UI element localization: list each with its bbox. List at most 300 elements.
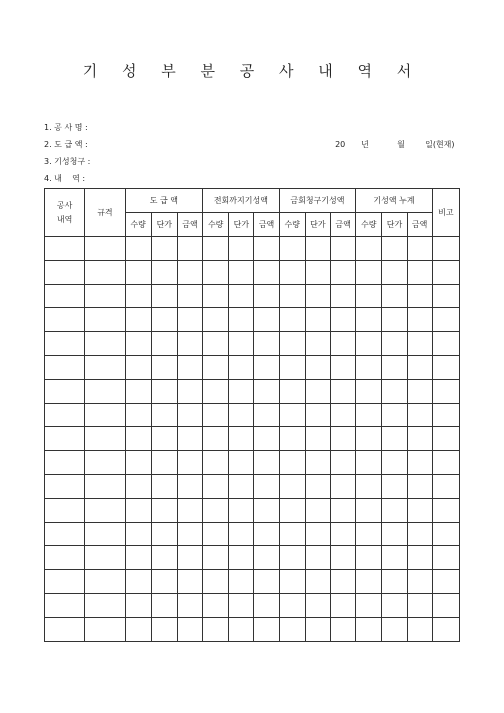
date-line: [330, 119, 455, 153]
table-cell: [85, 403, 125, 427]
table-cell: [382, 332, 407, 356]
table-cell: [254, 546, 279, 570]
table-cell: [407, 332, 432, 356]
table-row: [45, 260, 460, 284]
table-cell: [229, 617, 254, 641]
table-cell: [305, 284, 330, 308]
header-spec: 규격: [85, 189, 125, 237]
table-cell: [203, 332, 229, 356]
table-cell: [432, 260, 459, 284]
table-cell: [229, 260, 254, 284]
table-cell: [254, 522, 279, 546]
table-cell: [254, 308, 279, 332]
table-cell: [432, 332, 459, 356]
table-cell: [229, 427, 254, 451]
table-cell: [331, 593, 356, 617]
table-cell: [85, 522, 125, 546]
table-cell: [125, 522, 151, 546]
table-cell: [85, 355, 125, 379]
table-cell: [279, 308, 305, 332]
table-cell: [382, 617, 407, 641]
table-cell: [305, 237, 330, 261]
table-cell: [407, 403, 432, 427]
table-cell: [432, 355, 459, 379]
table-cell: [229, 308, 254, 332]
table-cell: [331, 474, 356, 498]
header-cumulative: 기성액 누계: [356, 189, 433, 213]
table-cell: [229, 498, 254, 522]
table-cell: [125, 284, 151, 308]
table-cell: [45, 522, 85, 546]
table-cell: [177, 284, 202, 308]
table-cell: [151, 332, 177, 356]
table-cell: [432, 522, 459, 546]
table-cell: [125, 498, 151, 522]
table-cell: [254, 593, 279, 617]
table-cell: [432, 498, 459, 522]
table-cell: [151, 498, 177, 522]
table-cell: [125, 593, 151, 617]
table-cell: [356, 403, 382, 427]
date-month-unit: 월: [397, 140, 405, 149]
table-cell: [151, 237, 177, 261]
table-cell: [151, 570, 177, 594]
table-cell: [254, 284, 279, 308]
subheader-qty: 수량: [279, 213, 305, 237]
table-cell: [382, 260, 407, 284]
header-work-item-line2: 내역: [56, 214, 73, 224]
table-cell: [356, 237, 382, 261]
table-cell: [356, 379, 382, 403]
table-cell: [356, 546, 382, 570]
subheader-unit-price: 단가: [229, 213, 254, 237]
table-cell: [203, 308, 229, 332]
header-current: 금회청구기성액: [279, 189, 356, 213]
table-cell: [279, 355, 305, 379]
table-cell: [229, 522, 254, 546]
table-cell: [382, 308, 407, 332]
table-cell: [177, 522, 202, 546]
table-cell: [85, 498, 125, 522]
table-cell: [382, 427, 407, 451]
table-cell: [254, 237, 279, 261]
subheader-amount: 금액: [254, 213, 279, 237]
table-cell: [331, 403, 356, 427]
table-cell: [125, 570, 151, 594]
table-cell: [432, 284, 459, 308]
table-cell: [151, 260, 177, 284]
table-cell: [279, 260, 305, 284]
table-cell: [85, 427, 125, 451]
header-work-item-line1: 공사: [56, 200, 73, 210]
table-cell: [85, 570, 125, 594]
table-cell: [382, 570, 407, 594]
table-cell: [203, 474, 229, 498]
table-cell: [407, 451, 432, 475]
table-cell: [151, 617, 177, 641]
table-cell: [203, 237, 229, 261]
date-day-unit: 일(현재): [425, 140, 455, 149]
table-cell: [279, 451, 305, 475]
table-cell: [229, 284, 254, 308]
table-cell: [177, 498, 202, 522]
table-cell: [254, 474, 279, 498]
table-cell: [305, 332, 330, 356]
table-cell: [177, 260, 202, 284]
table-cell: [85, 332, 125, 356]
table-row: [45, 593, 460, 617]
table-cell: [203, 570, 229, 594]
table-cell: [151, 593, 177, 617]
table-row: [45, 332, 460, 356]
table-cell: [85, 617, 125, 641]
table-cell: [356, 355, 382, 379]
table-cell: [229, 237, 254, 261]
field-progress-claim: 3. 기성청구 :: [44, 157, 91, 166]
table-cell: [279, 474, 305, 498]
table-cell: [85, 284, 125, 308]
table-cell: [203, 355, 229, 379]
date-year-unit: 년: [361, 140, 369, 149]
table-cell: [203, 403, 229, 427]
table-cell: [432, 308, 459, 332]
table-cell: [407, 617, 432, 641]
table-cell: [331, 546, 356, 570]
table-cell: [331, 237, 356, 261]
table-cell: [432, 427, 459, 451]
table-cell: [382, 498, 407, 522]
table-cell: [279, 332, 305, 356]
table-cell: [331, 379, 356, 403]
date-year: 20: [335, 140, 346, 149]
table-cell: [356, 332, 382, 356]
table-row: [45, 617, 460, 641]
table-cell: [45, 379, 85, 403]
table-cell: [305, 546, 330, 570]
table-cell: [356, 617, 382, 641]
table-cell: [85, 260, 125, 284]
table-cell: [45, 617, 85, 641]
table-cell: [331, 570, 356, 594]
table-cell: [331, 260, 356, 284]
table-row: [45, 570, 460, 594]
table-cell: [177, 451, 202, 475]
table-cell: [305, 308, 330, 332]
table-row: [45, 427, 460, 451]
table-cell: [254, 617, 279, 641]
table-cell: [177, 570, 202, 594]
table-cell: [305, 522, 330, 546]
table-cell: [356, 474, 382, 498]
table-cell: [125, 260, 151, 284]
header-remarks: 비고: [432, 189, 459, 237]
table-cell: [432, 617, 459, 641]
table-cell: [305, 451, 330, 475]
table-cell: [151, 308, 177, 332]
table-cell: [382, 593, 407, 617]
table-cell: [382, 379, 407, 403]
table-cell: [382, 355, 407, 379]
table-cell: [432, 593, 459, 617]
table-cell: [177, 617, 202, 641]
table-cell: [382, 522, 407, 546]
table-cell: [305, 427, 330, 451]
table-cell: [125, 237, 151, 261]
table-cell: [45, 403, 85, 427]
table-cell: [331, 427, 356, 451]
table-cell: [45, 498, 85, 522]
table-cell: [356, 498, 382, 522]
table-cell: [45, 284, 85, 308]
table-cell: [331, 308, 356, 332]
table-cell: [85, 308, 125, 332]
table-cell: [432, 451, 459, 475]
table-cell: [151, 379, 177, 403]
table-cell: [229, 451, 254, 475]
table-cell: [382, 474, 407, 498]
table-row: [45, 379, 460, 403]
table-cell: [356, 427, 382, 451]
table-cell: [305, 260, 330, 284]
table-cell: [279, 284, 305, 308]
header-contract: 도 급 액: [125, 189, 203, 213]
table-cell: [407, 237, 432, 261]
table-cell: [85, 379, 125, 403]
table-cell: [279, 617, 305, 641]
table-cell: [382, 451, 407, 475]
table-cell: [331, 284, 356, 308]
header-previous: 전회까지기성액: [203, 189, 280, 213]
table-cell: [177, 237, 202, 261]
table-cell: [432, 237, 459, 261]
table-cell: [45, 474, 85, 498]
table-cell: [407, 355, 432, 379]
table-cell: [382, 403, 407, 427]
table-cell: [305, 570, 330, 594]
table-row: [45, 474, 460, 498]
table-cell: [177, 403, 202, 427]
table-cell: [229, 403, 254, 427]
table-cell: [177, 427, 202, 451]
table-cell: [229, 474, 254, 498]
table-cell: [151, 451, 177, 475]
table-cell: [203, 522, 229, 546]
field-details: 4. 내 역 :: [44, 174, 86, 183]
page-title: 기 성 부 분 공 사 내 역 서: [82, 62, 422, 80]
table-cell: [254, 451, 279, 475]
table-cell: [203, 260, 229, 284]
table-cell: [279, 593, 305, 617]
table-cell: [45, 451, 85, 475]
table-cell: [125, 546, 151, 570]
table-row: [45, 522, 460, 546]
table-cell: [151, 403, 177, 427]
info-fields: [44, 119, 90, 187]
table-cell: [407, 570, 432, 594]
table-cell: [177, 379, 202, 403]
table-cell: [203, 284, 229, 308]
table-cell: [356, 308, 382, 332]
table-row: [45, 498, 460, 522]
table-cell: [151, 474, 177, 498]
table-cell: [45, 593, 85, 617]
table-cell: [279, 403, 305, 427]
subheader-amount: 금액: [331, 213, 356, 237]
table-row: [45, 546, 460, 570]
table-cell: [45, 260, 85, 284]
table-cell: [229, 593, 254, 617]
table-cell: [177, 593, 202, 617]
table-cell: [279, 498, 305, 522]
table-cell: [331, 498, 356, 522]
table-cell: [203, 617, 229, 641]
table-cell: [177, 474, 202, 498]
table-cell: [254, 403, 279, 427]
table-cell: [125, 355, 151, 379]
table-row: [45, 355, 460, 379]
table-cell: [407, 284, 432, 308]
table-cell: [45, 332, 85, 356]
table-cell: [85, 593, 125, 617]
table-cell: [85, 546, 125, 570]
table-cell: [432, 474, 459, 498]
table-cell: [151, 284, 177, 308]
table-cell: [407, 260, 432, 284]
table-cell: [305, 593, 330, 617]
table-cell: [45, 308, 85, 332]
table-cell: [203, 593, 229, 617]
table-cell: [45, 570, 85, 594]
table-cell: [356, 522, 382, 546]
table-cell: [382, 284, 407, 308]
subheader-unit-price: 단가: [382, 213, 407, 237]
field-project-name: 1. 공 사 명 :: [44, 123, 88, 132]
table-cell: [356, 284, 382, 308]
subheader-unit-price: 단가: [305, 213, 330, 237]
table-cell: [279, 570, 305, 594]
table-cell: [331, 522, 356, 546]
header-work-item: [45, 189, 85, 237]
table-cell: [305, 474, 330, 498]
table-cell: [407, 522, 432, 546]
table-cell: [331, 332, 356, 356]
table-cell: [279, 237, 305, 261]
table-cell: [331, 355, 356, 379]
subheader-qty: 수량: [356, 213, 382, 237]
table-cell: [85, 451, 125, 475]
table-cell: [407, 379, 432, 403]
table-cell: [229, 332, 254, 356]
table-cell: [229, 570, 254, 594]
table-cell: [125, 617, 151, 641]
table-body: [45, 237, 460, 642]
table-cell: [229, 355, 254, 379]
table-cell: [331, 617, 356, 641]
table-row: [45, 403, 460, 427]
table-row: [45, 451, 460, 475]
table-cell: [229, 546, 254, 570]
table-cell: [203, 427, 229, 451]
table-cell: [279, 379, 305, 403]
table-cell: [125, 379, 151, 403]
table-cell: [177, 332, 202, 356]
subheader-qty: 수량: [125, 213, 151, 237]
table-cell: [45, 427, 85, 451]
table-cell: [254, 427, 279, 451]
table-cell: [305, 498, 330, 522]
table-cell: [432, 403, 459, 427]
table-cell: [407, 308, 432, 332]
table-cell: [305, 379, 330, 403]
table-cell: [177, 355, 202, 379]
subheader-unit-price: 단가: [151, 213, 177, 237]
table-cell: [45, 546, 85, 570]
table-cell: [203, 451, 229, 475]
table-cell: [125, 332, 151, 356]
table-cell: [85, 237, 125, 261]
table-cell: [305, 403, 330, 427]
table-row: [45, 308, 460, 332]
subheader-amount: 금액: [407, 213, 432, 237]
subheader-qty: 수량: [203, 213, 229, 237]
table-cell: [254, 355, 279, 379]
table-cell: [407, 474, 432, 498]
table-cell: [45, 237, 85, 261]
table-cell: [177, 308, 202, 332]
table-cell: [382, 546, 407, 570]
table-cell: [203, 379, 229, 403]
table-cell: [151, 355, 177, 379]
table-cell: [432, 379, 459, 403]
table-cell: [407, 498, 432, 522]
table-cell: [125, 403, 151, 427]
table-cell: [407, 593, 432, 617]
table-cell: [432, 546, 459, 570]
table-cell: [279, 427, 305, 451]
table-cell: [254, 570, 279, 594]
table-cell: [279, 522, 305, 546]
table-cell: [125, 474, 151, 498]
table-cell: [125, 427, 151, 451]
table-cell: [254, 498, 279, 522]
table-cell: [125, 451, 151, 475]
table-row: [45, 237, 460, 261]
table-cell: [356, 570, 382, 594]
table-cell: [45, 355, 85, 379]
subheader-amount: 금액: [177, 213, 202, 237]
table-row: [45, 284, 460, 308]
table-cell: [356, 593, 382, 617]
table-cell: [203, 498, 229, 522]
table-cell: [356, 451, 382, 475]
table-cell: [229, 379, 254, 403]
table-cell: [254, 260, 279, 284]
table-cell: [356, 260, 382, 284]
table-cell: [177, 546, 202, 570]
table-cell: [407, 427, 432, 451]
table-cell: [279, 546, 305, 570]
table-cell: [254, 379, 279, 403]
table-cell: [407, 546, 432, 570]
table-cell: [254, 332, 279, 356]
table-cell: [331, 451, 356, 475]
table-cell: [305, 617, 330, 641]
table-cell: [151, 427, 177, 451]
table-cell: [151, 546, 177, 570]
table-cell: [203, 546, 229, 570]
field-contract-amount: 2. 도 급 액 :: [44, 140, 88, 149]
table-cell: [85, 474, 125, 498]
